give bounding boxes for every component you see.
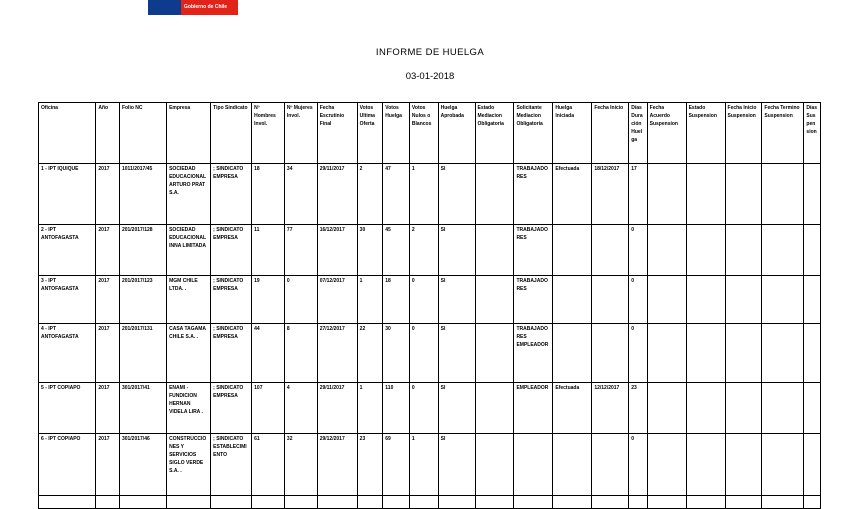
- table-cell: [475, 225, 514, 276]
- table-cell: [762, 434, 804, 496]
- table-cell: [284, 496, 317, 509]
- table-cell: SI: [438, 225, 475, 276]
- column-header: Estado Suspension: [686, 103, 725, 164]
- table-cell: [647, 434, 686, 496]
- table-cell: TRABAJADORES: [514, 276, 553, 324]
- table-cell: [553, 276, 592, 324]
- table-cell: [592, 496, 629, 509]
- table-cell: [553, 225, 592, 276]
- table-cell: ; SINDICATO EMPRESA: [211, 276, 252, 324]
- table-cell: [804, 496, 821, 509]
- table-cell: [762, 276, 804, 324]
- table-cell: 45: [383, 225, 410, 276]
- table-cell: [804, 383, 821, 434]
- table-cell: [167, 496, 211, 509]
- table-row: [39, 276, 821, 324]
- table-cell: [409, 496, 438, 509]
- table-cell: 2017: [96, 383, 120, 434]
- table-cell: 12/12/2017: [592, 383, 629, 434]
- table-cell: [686, 383, 725, 434]
- column-header: Huelga Aprobada: [438, 103, 475, 164]
- table-cell: [725, 276, 762, 324]
- table-cell: SI: [438, 324, 475, 383]
- column-header: Días Suspension: [804, 103, 821, 164]
- table-cell: 61: [252, 434, 285, 496]
- table-cell: ; SINDICATO EMPRESA: [211, 164, 252, 225]
- table-cell: [514, 434, 553, 496]
- table-cell: 11: [252, 225, 285, 276]
- table-cell: 30: [383, 324, 410, 383]
- table-cell: [96, 496, 120, 509]
- table-cell: [686, 276, 725, 324]
- table-cell: SI: [438, 276, 475, 324]
- table-cell: 18: [252, 164, 285, 225]
- table-cell: TRABAJADORES: [514, 164, 553, 225]
- table-cell: [686, 496, 725, 509]
- table-cell: [647, 164, 686, 225]
- table-cell: SOCIEDAD EDUCACIONAL INNA LIMITADA: [167, 225, 211, 276]
- table-cell: [804, 434, 821, 496]
- table-cell: 0: [409, 383, 438, 434]
- logo-text: Gobierno de Chile: [184, 4, 228, 10]
- table-cell: 2: [409, 225, 438, 276]
- table-cell: 23: [629, 383, 647, 434]
- government-logo: [148, 0, 238, 15]
- column-header: Estado Mediacion Obligatoria: [475, 103, 514, 164]
- logo-blue-block: [148, 0, 181, 15]
- table-cell: ENAMI - FUNDICION HERNAN VIDELA LIRA .: [167, 383, 211, 434]
- table-cell: 0: [409, 276, 438, 324]
- table-cell: EMPLEADOR: [514, 383, 553, 434]
- table-cell: [553, 496, 592, 509]
- table-cell: 18: [383, 276, 410, 324]
- table-cell: SI: [438, 164, 475, 225]
- table-cell: ; SINDICATO EMPRESA: [211, 225, 252, 276]
- table-cell: 0: [409, 324, 438, 383]
- table-cell: [686, 164, 725, 225]
- table-cell: [686, 324, 725, 383]
- table-cell: [475, 434, 514, 496]
- table-cell: [475, 276, 514, 324]
- table-cell: 0: [629, 276, 647, 324]
- column-header: Huelga Iniciada: [553, 103, 592, 164]
- table-cell: 5 - IPT COPIAPO: [39, 383, 96, 434]
- table-cell: [514, 496, 553, 509]
- table-cell: [762, 383, 804, 434]
- table-cell: [475, 496, 514, 509]
- table-cell: 1: [357, 383, 383, 434]
- table-cell: [725, 324, 762, 383]
- table-row: [39, 225, 821, 276]
- column-header: Año: [96, 103, 120, 164]
- table-cell: 4: [284, 383, 317, 434]
- table-cell: SI: [438, 383, 475, 434]
- table-cell: [725, 164, 762, 225]
- table-cell: 29/11/2017: [317, 164, 357, 225]
- table-cell: [39, 496, 96, 509]
- table-cell: 18/12/2017: [592, 164, 629, 225]
- table-cell: 17: [629, 164, 647, 225]
- table-cell: 1 - IPT IQUIQUE: [39, 164, 96, 225]
- table-cell: [762, 164, 804, 225]
- table-cell: 1: [357, 276, 383, 324]
- table-cell: 110: [383, 383, 410, 434]
- column-header: Tipo Sindicato: [211, 103, 252, 164]
- table-cell: [252, 496, 285, 509]
- table-cell: TRABAJADORES EMPLEADOR: [514, 324, 553, 383]
- table-cell: [804, 276, 821, 324]
- column-header: Fecha Inicio Suspension: [725, 103, 762, 164]
- table-cell: 69: [383, 434, 410, 496]
- table-cell: [211, 496, 252, 509]
- column-header: Nº Hombres Invol.: [252, 103, 285, 164]
- table-cell: 44: [252, 324, 285, 383]
- table-cell: 2017: [96, 276, 120, 324]
- column-header: Votos Huelga: [383, 103, 410, 164]
- table-cell: SI: [438, 434, 475, 496]
- table-cell: 8: [284, 324, 317, 383]
- table-cell: 2 - IPT ANTOFAGASTA: [39, 225, 96, 276]
- table-cell: 1: [409, 164, 438, 225]
- table-cell: CASA TAGAMA CHILE S.A. .: [167, 324, 211, 383]
- table-cell: 4 - IPT ANTOFAGASTA: [39, 324, 96, 383]
- strike-report-table: [38, 102, 821, 509]
- table-cell: ; SINDICATO EMPRESA: [211, 324, 252, 383]
- table-cell: [119, 496, 166, 509]
- table-cell: 0: [629, 225, 647, 276]
- column-header: Fecha Escrutinio Final: [317, 103, 357, 164]
- table-cell: 29/11/2017: [317, 383, 357, 434]
- table-cell: [647, 225, 686, 276]
- table-cell: 23: [357, 434, 383, 496]
- table-cell: 201/2017/123: [119, 276, 166, 324]
- table-cell: [553, 324, 592, 383]
- table-cell: 47: [383, 164, 410, 225]
- table-cell: [553, 434, 592, 496]
- table-cell: TRABAJADORES: [514, 225, 553, 276]
- table-cell: [647, 324, 686, 383]
- table-cell: 3 - IPT ANTOFAGASTA: [39, 276, 96, 324]
- table-cell: 77: [284, 225, 317, 276]
- column-header: Nº Mujeres Invol.: [284, 103, 317, 164]
- column-header: Días Duración Huelga: [629, 103, 647, 164]
- table-cell: 1011/2017/45: [119, 164, 166, 225]
- table-cell: [475, 164, 514, 225]
- table-cell: 2017: [96, 434, 120, 496]
- table-cell: [725, 225, 762, 276]
- table-cell: [804, 225, 821, 276]
- column-header: Solicitante Mediacion Obligatoria: [514, 103, 553, 164]
- table-cell: [762, 496, 804, 509]
- table-cell: CONSTRUCCIONES Y SERVICIOS SIGLO VERDE S.A. .: [167, 434, 211, 496]
- table-cell: 16/12/2017: [317, 225, 357, 276]
- table-cell: 1: [409, 434, 438, 496]
- table-cell: 07/12/2017: [317, 276, 357, 324]
- report-date: 03-01-2018: [405, 71, 455, 82]
- table-cell: [383, 496, 410, 509]
- table-cell: [725, 496, 762, 509]
- table-row: [39, 324, 821, 383]
- table-cell: [475, 383, 514, 434]
- table-row-partial: [39, 496, 821, 509]
- table-cell: 30: [357, 225, 383, 276]
- table-cell: 22: [357, 324, 383, 383]
- table-row: [39, 383, 821, 434]
- column-header: Empresa: [167, 103, 211, 164]
- column-header: Oficina: [39, 103, 96, 164]
- table-cell: 27/12/2017: [317, 324, 357, 383]
- column-header: Fecha Inicio: [592, 103, 629, 164]
- table-cell: [592, 225, 629, 276]
- table-cell: 32: [284, 434, 317, 496]
- table-cell: MGM CHILE LTDA. .: [167, 276, 211, 324]
- column-header: Folio NC: [119, 103, 166, 164]
- table-cell: [647, 496, 686, 509]
- table-cell: [725, 383, 762, 434]
- table-cell: [647, 383, 686, 434]
- table-cell: 301/2017/46: [119, 434, 166, 496]
- table-cell: [592, 276, 629, 324]
- column-header: Votos Nulos o Blancos: [409, 103, 438, 164]
- table-cell: 201/2017/128: [119, 225, 166, 276]
- table-cell: [762, 225, 804, 276]
- table-cell: 107: [252, 383, 285, 434]
- table-cell: [804, 324, 821, 383]
- table-cell: [762, 324, 804, 383]
- table-cell: [592, 434, 629, 496]
- column-header: Votos Ultima Oferta: [357, 103, 383, 164]
- table-cell: 2: [357, 164, 383, 225]
- table-cell: Efectuada: [553, 383, 592, 434]
- table-cell: 19: [252, 276, 285, 324]
- table-cell: [647, 276, 686, 324]
- table-cell: 301/2017/41: [119, 383, 166, 434]
- table-cell: [686, 434, 725, 496]
- table-cell: 201/2017/131: [119, 324, 166, 383]
- table-cell: [686, 225, 725, 276]
- table-cell: 0: [629, 434, 647, 496]
- table-cell: 2017: [96, 164, 120, 225]
- table-header-row: [39, 103, 821, 164]
- table-cell: ; SINDICATO ESTABLECIMIENTO: [211, 434, 252, 496]
- table-cell: [317, 496, 357, 509]
- table-cell: 6 - IPT COPIAPO: [39, 434, 96, 496]
- table-cell: [592, 324, 629, 383]
- column-header: Fecha Acuerdo Suspension: [647, 103, 686, 164]
- table-cell: [438, 496, 475, 509]
- table-cell: [725, 434, 762, 496]
- table-cell: [357, 496, 383, 509]
- table-row: [39, 164, 821, 225]
- table-cell: [629, 496, 647, 509]
- table-cell: SOCIEDAD EDUCACIONAL ARTURO PRAT S.A.: [167, 164, 211, 225]
- table-cell: 2017: [96, 225, 120, 276]
- column-header: Fecha Termino Suspension: [762, 103, 804, 164]
- table-cell: [804, 164, 821, 225]
- table-cell: [475, 324, 514, 383]
- report-title: INFORME DE HUELGA: [375, 47, 485, 58]
- table-cell: Efectuada: [553, 164, 592, 225]
- table-cell: 29/12/2017: [317, 434, 357, 496]
- table-cell: 34: [284, 164, 317, 225]
- table-cell: 0: [629, 324, 647, 383]
- table-cell: 0: [284, 276, 317, 324]
- table-row: [39, 434, 821, 496]
- table-cell: 2017: [96, 324, 120, 383]
- table-cell: ; SINDICATO EMPRESA: [211, 383, 252, 434]
